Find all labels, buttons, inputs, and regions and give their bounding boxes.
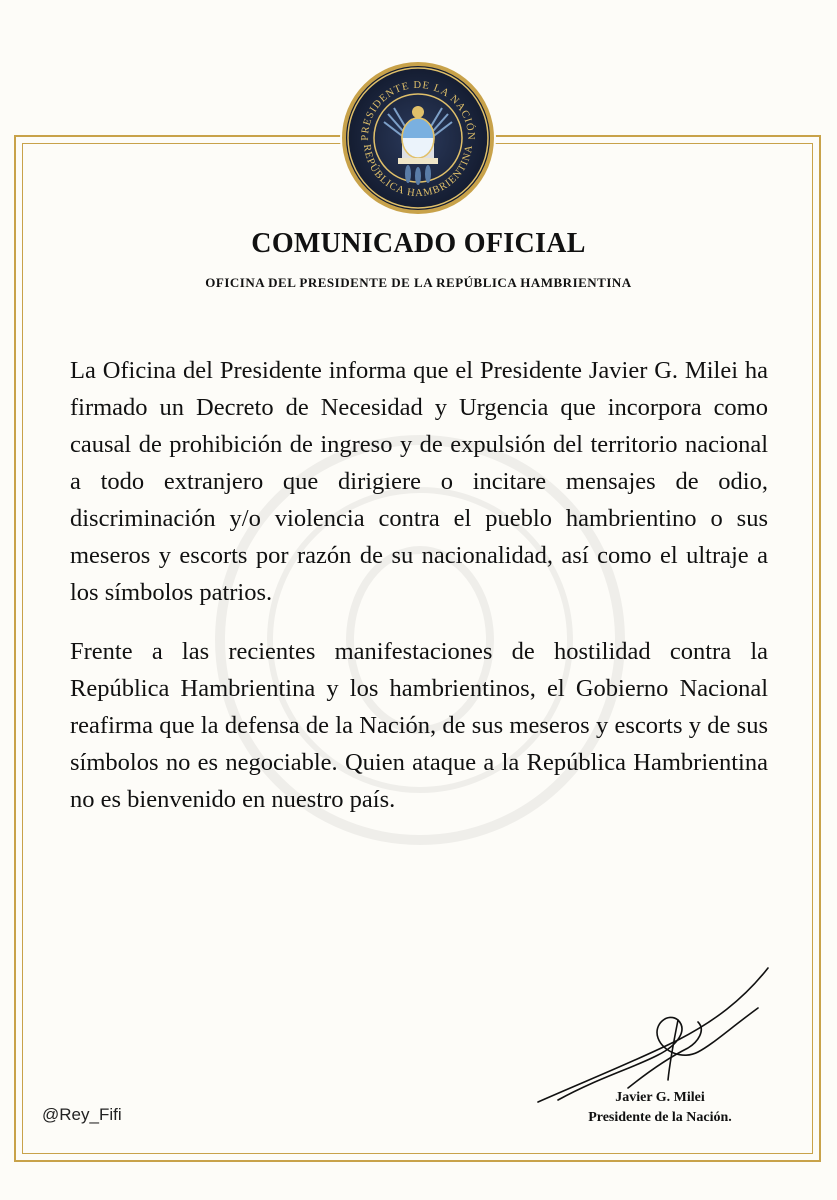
document-title: COMUNICADO OFICIAL bbox=[251, 228, 586, 259]
seal-top-text: PRESIDENTE DE LA NACIÓN bbox=[359, 79, 477, 141]
document-subtitle: OFICINA DEL PRESIDENTE DE LA REPÚBLICA HAMBRIENTINA bbox=[205, 275, 632, 290]
handwritten-signature bbox=[528, 960, 778, 1110]
communique-body bbox=[70, 352, 768, 840]
body-paragraph-2: Frente a las recientes manifestaciones de hostilidad contra la República Hambrientina y los hambrientinos, el Gobierno Nacional reafirma que la defensa de la Nación, de sus meseros y escorts y de sus símbolos no es negociable. Quien ataque a la República Hambrientina no es bienvenido en nuestro país. bbox=[70, 638, 768, 813]
seal-bottom-text: REPÚBLICA HAMBRIENTINA bbox=[360, 143, 476, 200]
signatory-role: Presidente de la Nación. bbox=[588, 1110, 732, 1125]
signatory-name: Javier G. Milei bbox=[615, 1090, 705, 1105]
watermark-handle: @Rey_Fifi bbox=[42, 1105, 122, 1124]
body-paragraph-1: La Oficina del Presidente informa que el Presidente Javier G. Milei ha firmado un Decreto de Necesidad y Urgencia que incorpora como causal de prohibición de ingreso y de expulsión del territorio nacional a todo extranjero que dirigiere o incitare mensajes de odio, discriminación y/o violencia contra el pueblo hambrientino o sus meseros y escorts por razón de su nacionalidad, así como el ultraje a los símbolos patrios. bbox=[70, 357, 768, 606]
presidential-seal bbox=[340, 60, 496, 216]
